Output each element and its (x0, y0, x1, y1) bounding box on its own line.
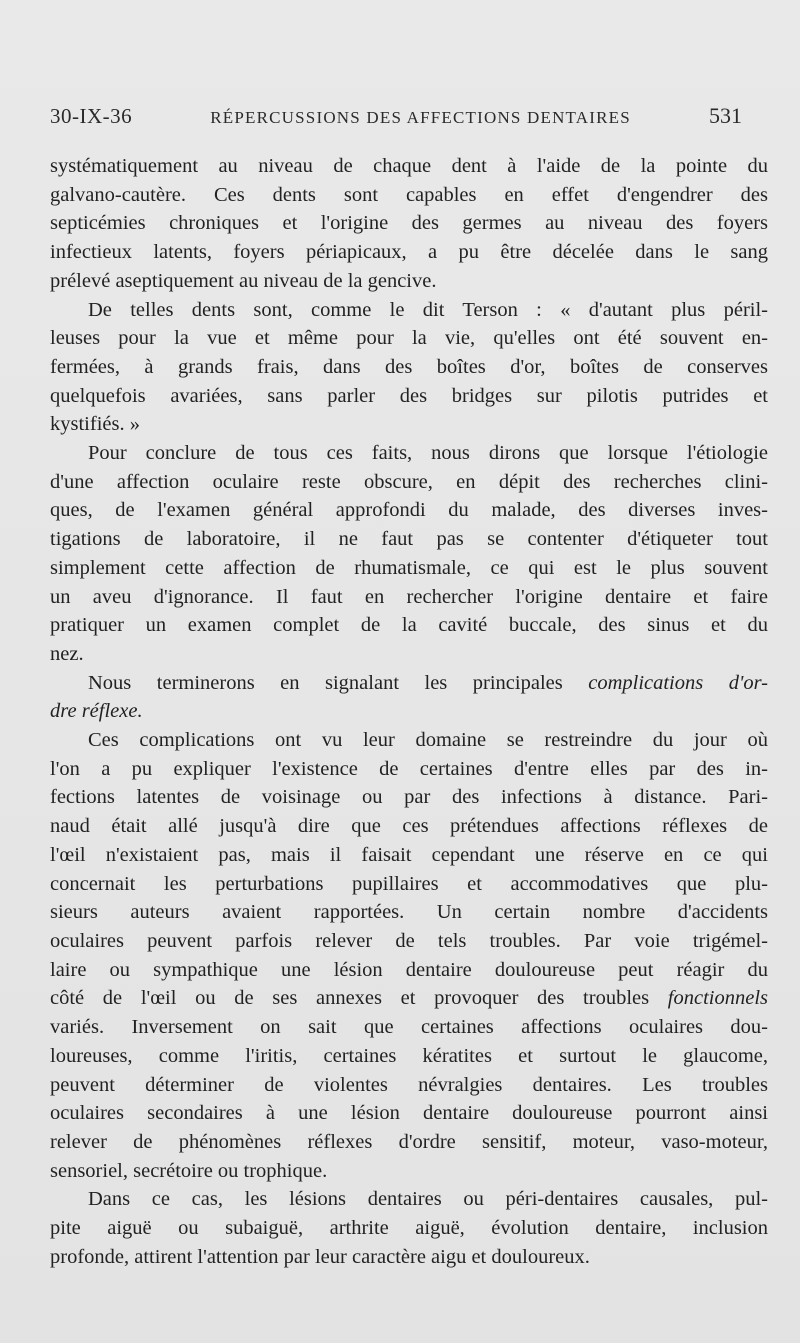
text-line: kystifiés. » (50, 413, 140, 436)
text-line: un aveu d'ignorance. Il faut en rechercher l'origine dentaire et faire (50, 585, 768, 608)
text-line: Pour conclure de tous ces faits, nous dirons que lorsque l'étiologie (88, 442, 768, 465)
text-line: Ces complications ont vu leur domaine se restreindre du jour où (88, 729, 768, 752)
text-line: pite aiguë ou subaiguë, arthrite aiguë, évolution dentaire, inclusion (50, 1217, 768, 1240)
running-title: RÉPERCUSSIONS DES AFFECTIONS DENTAIRES (210, 108, 631, 127)
text-line: tigations de laboratoire, il ne faut pas se contenter d'étiqueter tout (50, 528, 768, 551)
text-line: variés. Inversement on sait que certaines affections oculaires dou- (50, 1016, 768, 1039)
text-line: concernait les perturbations pupillaires et accommodatives que plu- (50, 872, 768, 895)
text-line: relever de phénomènes réflexes d'ordre sensitif, moteur, vaso-moteur, (50, 1130, 768, 1153)
text-line: pratiquer un examen complet de la cavité buccale, des sinus et du (50, 614, 768, 637)
text-line (50, 669, 768, 698)
text-line: loureuses, comme l'iritis, certaines kératites et surtout le glaucome, (50, 1044, 768, 1067)
page-number: 531 (708, 103, 742, 128)
text-line: systématiquement au niveau de chaque dent à l'aide de la pointe du (50, 155, 768, 177)
text-line: Dans ce cas, les lésions dentaires ou péri-dentaires causales, pul- (88, 1188, 768, 1211)
text-line: fermées, à grands frais, dans des boîtes d'or, boîtes de conserves (50, 355, 768, 378)
italic-term: fonctionnels (667, 987, 768, 1010)
text-line: quelquefois avariées, sans parler des bridges sur pilotis putrides et (50, 384, 768, 407)
text-line: simplement cette affection de rhumatismale, ce qui est le plus souvent (50, 556, 768, 579)
text-line: galvano-cautère. Ces dents sont capables en effet d'engendrer des (50, 183, 768, 206)
body-text (50, 152, 768, 1271)
text-line: sieurs auteurs avaient rapportées. Un certain nombre d'accidents (50, 901, 768, 924)
text-line: infectieux latents, foyers périapicaux, a pu être décelée dans le sang (50, 241, 768, 264)
text-line: fections latentes de voisinage ou par des infections à distance. Pari- (50, 786, 768, 809)
text-line: laire ou sympathique une lésion dentaire douloureuse peut réagir du (50, 958, 768, 981)
text-line: d'une affection oculaire reste obscure, en dépit des recherches clini- (50, 470, 768, 493)
text-line: oculaires peuvent parfois relever de tels troubles. Par voie trigémel- (50, 929, 768, 952)
text-line: sensoriel, secrétoire ou trophique. (50, 1159, 328, 1182)
text-line: ques, de l'examen général approfondi du malade, des diverses inves- (50, 499, 768, 522)
text-line: nez. (50, 642, 84, 665)
italic-term: dre réflexe. (50, 700, 143, 723)
italic-term: complications d'or- (588, 671, 768, 694)
text-line: peuvent déterminer de violentes névralgies dentaires. Les troubles (50, 1073, 768, 1096)
text-line (50, 984, 768, 1013)
text-segment: Nous terminerons en signalant les principales (88, 671, 563, 694)
text-line: l'on a pu expliquer l'existence de certaines d'entre elles par des in- (50, 757, 768, 780)
text-line: prélevé aseptiquement au niveau de la gencive. (50, 269, 437, 292)
text-line: leuses pour la vue et même pour la vie, qu'elles ont été souvent en- (50, 327, 768, 350)
text-line: De telles dents sont, comme le dit Terson : « d'autant plus péril- (88, 298, 768, 321)
text-line: profonde, attirent l'attention par leur caractère aigu et douloureux. (50, 1245, 590, 1268)
text-line (50, 697, 768, 726)
text-line: septicémies chroniques et l'origine des germes au niveau des foyers (50, 212, 768, 235)
running-header (50, 103, 742, 133)
text-line: oculaires secondaires à une lésion dentaire douloureuse pourront ainsi (50, 1102, 768, 1125)
text-segment: côté de l'œil ou de ses annexes et provoquer des troubles (50, 987, 650, 1010)
text-line: naud était allé jusqu'à dire que ces prétendues affections réflexes de (50, 815, 768, 838)
text-line: l'œil n'existaient pas, mais il faisait cependant une réserve en ce qui (50, 843, 768, 866)
header-date: 30-IX-36 (50, 104, 133, 128)
